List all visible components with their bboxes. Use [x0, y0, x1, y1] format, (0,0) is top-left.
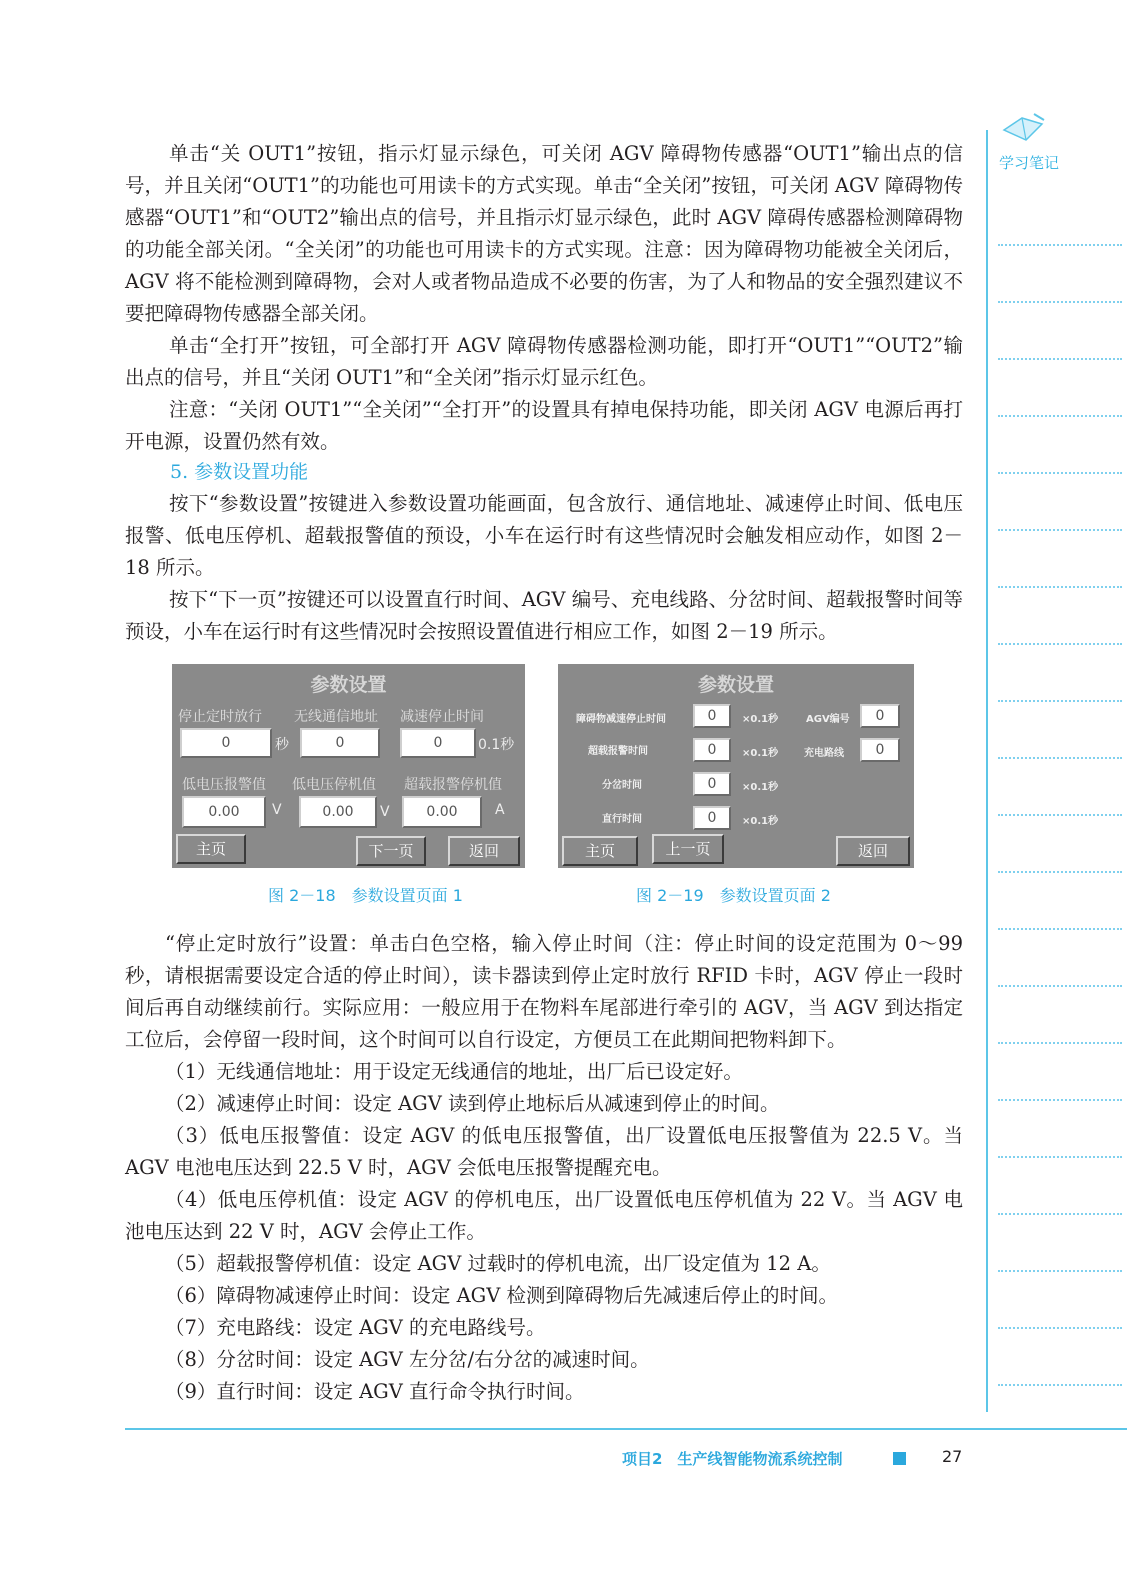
home-button[interactable]: 主页 [176, 834, 246, 864]
note-line [998, 1042, 1122, 1044]
label-fork-time: 分岔时间 [602, 780, 642, 791]
note-line [998, 415, 1122, 417]
paragraph-note: 注意：“关闭 OUT1”“全关闭”“全打开”的设置具有掉电保持功能，即关闭 AGV 电源后再打开电源，设置仍然有效。 [125, 398, 963, 453]
panel-title: 参数设置 [697, 674, 774, 696]
input-agv-number[interactable]: 0 [860, 704, 900, 728]
param-panel-2 [558, 664, 914, 868]
label-overload-stop: 超载报警停机值 [404, 777, 502, 793]
input-decel-stop-time[interactable]: 0 [400, 728, 476, 758]
home-button[interactable]: 主页 [562, 836, 638, 866]
input-obstacle-decel-time[interactable]: 0 [693, 704, 731, 728]
paragraph-param-setup: 按下“参数设置”按键进入参数设置功能画面，包含放行、通信地址、减速停止时间、低电压报警、低电压停机、超载报警值的预设，小车在运行时有这些情况时会触发相应动作，如图 2－18 所示。 [125, 492, 963, 579]
note-line [998, 1099, 1122, 1101]
list-item: （5）超载报警停机值：设定 AGV 过载时的停机电流，出厂设定值为 12 A。 [165, 1252, 831, 1275]
label-low-voltage-alarm: 低电压报警值 [182, 777, 266, 793]
note-line [998, 700, 1122, 702]
note-line [998, 1327, 1122, 1329]
section-heading: 5. 参数设置功能 [170, 461, 309, 483]
label-charging-route: 充电路线 [804, 748, 844, 759]
label-stop-release: 停止定时放行 [178, 709, 262, 725]
figure-caption-1: 图 2－18 参数设置页面 1 [268, 886, 463, 905]
label-obstacle-decel-time: 障碍物减速停止时间 [576, 714, 666, 725]
input-stop-release[interactable]: 0 [180, 728, 272, 758]
notebook-icon [1000, 110, 1046, 146]
back-button[interactable]: 返回 [836, 836, 910, 866]
note-line [998, 757, 1122, 759]
unit-tenth-seconds: ×0.1秒 [742, 748, 779, 759]
input-low-voltage-stop[interactable]: 0.00 [299, 796, 377, 828]
footer-chapter-title: 项目2 生产线智能物流系统控制 [622, 1450, 843, 1468]
note-line [998, 643, 1122, 645]
unit-volt: V [272, 802, 282, 818]
list-item: （3）低电压报警值：设定 AGV 的低电压报警值，出厂设置低电压报警值为 22.5 V。当 AGV 电池电压达到 22.5 V 时，AGV 会低电压报警提醒充电。 [125, 1124, 963, 1179]
label-agv-number: AGV编号 [806, 714, 850, 725]
parameter-list [125, 1056, 963, 1408]
input-charging-route[interactable]: 0 [860, 738, 900, 762]
paragraph-open-all: 单击“全打开”按钮，可全部打开 AGV 障碍物传感器检测功能，即打开“OUT1”“OUT2”输出点的信号，并且“关闭 OUT1”和“全关闭”指示灯显示红色。 [125, 334, 963, 389]
figure-caption-2: 图 2－19 参数设置页面 2 [636, 886, 831, 905]
list-item: （2）减速停止时间：设定 AGV 读到停止地标后从减速到停止的时间。 [165, 1092, 780, 1115]
note-line [998, 472, 1122, 474]
note-line [998, 358, 1122, 360]
note-line [998, 244, 1122, 246]
note-line [998, 1384, 1122, 1386]
footer-rule [125, 1428, 1127, 1430]
note-line [998, 1213, 1122, 1215]
unit-tenth-seconds: ×0.1秒 [742, 782, 779, 793]
input-overload-alarm-time[interactable]: 0 [693, 738, 731, 762]
unit-tenth-seconds: 0.1秒 [478, 737, 515, 753]
notes-title: 学习笔记 [999, 154, 1060, 172]
label-decel-stop-time: 减速停止时间 [400, 709, 484, 725]
list-item: （9）直行时间：设定 AGV 直行命令执行时间。 [165, 1380, 585, 1403]
input-overload-stop[interactable]: 0.00 [402, 796, 482, 828]
list-item: （6）障碍物减速停止时间：设定 AGV 检测到障碍物后先减速后停止的时间。 [165, 1284, 839, 1307]
note-line [998, 1270, 1122, 1272]
note-line [998, 871, 1122, 873]
input-straight-time[interactable]: 0 [693, 806, 731, 830]
paragraph-out1: 单击“关 OUT1”按钮，指示灯显示绿色，可关闭 AGV 障碍物传感器“OUT1”输出点的信号，并且关闭“OUT1”的功能也可用读卡的方式实现。单击“全关闭”按钮，可关闭 AGV 障碍物传感器“OUT1”和“OUT2”输出点的信号，并且指示灯显示绿色，此时 AGV 障碍传感器检测障碍物的功能全部关闭。“全关闭”的功能也可用读卡的方式实现。注意：因为障碍物功能被全关闭后，AGV 将不能检测到障碍物，会对人或者物品造成不必要的伤害，为了人和物品的安全强烈建议不要把障碍物传感器全部关闭。 [125, 142, 963, 325]
input-wireless-address[interactable]: 0 [300, 728, 380, 758]
next-page-button[interactable]: 下一页 [356, 836, 426, 866]
paragraph-next-page: 按下“下一页”按键还可以设置直行时间、AGV 编号、充电线路、分岔时间、超载报警时间等预设，小车在运行时有这些情况时会按照设置值进行相应工作，如图 2－19 所示。 [125, 588, 963, 643]
unit-tenth-seconds: ×0.1秒 [742, 714, 779, 725]
label-low-voltage-stop: 低电压停机值 [292, 777, 376, 793]
note-line [998, 301, 1122, 303]
unit-volt: V [380, 804, 390, 820]
note-line [998, 928, 1122, 930]
note-line [998, 814, 1122, 816]
label-wireless-address: 无线通信地址 [294, 709, 378, 725]
page-number: 27 [942, 1447, 963, 1466]
unit-seconds: 秒 [275, 737, 289, 753]
input-fork-time[interactable]: 0 [693, 772, 731, 796]
list-item: （4）低电压停机值：设定 AGV 的停机电压，出厂设置低电压停机值为 22 V。当 AGV 电池电压达到 22 V 时，AGV 会停止工作。 [125, 1188, 963, 1243]
back-button[interactable]: 返回 [448, 836, 520, 866]
note-line [998, 529, 1122, 531]
unit-tenth-seconds: ×0.1秒 [742, 816, 779, 827]
list-item: （8）分岔时间：设定 AGV 左分岔/右分岔的减速时间。 [165, 1348, 650, 1371]
note-line [998, 985, 1122, 987]
paragraph-stop-release: “停止定时放行”设置：单击白色空格，输入停止时间（注：停止时间的设定范围为 0～99 秒，请根据需要设定合适的停止时间），读卡器读到停止定时放行 RFID 卡时，AGV 停止一段时间后再自动继续前行。实际应用：一般应用于在物料车尾部进行牵引的 AGV，当 AGV 到达指定工位后，会停留一段时间，这个时间可以自行设定，方便员工在此期间把物料卸下。 [125, 932, 963, 1051]
input-low-voltage-alarm[interactable]: 0.00 [182, 796, 266, 828]
label-overload-alarm-time: 超载报警时间 [588, 746, 648, 757]
param-panel-1 [172, 664, 525, 868]
note-line [998, 1156, 1122, 1158]
footer-square-icon [893, 1452, 906, 1465]
note-line [998, 586, 1122, 588]
notes-border [986, 130, 988, 1412]
label-straight-time: 直行时间 [602, 814, 642, 825]
list-item: （7）充电路线：设定 AGV 的充电路线号。 [165, 1316, 546, 1339]
list-item: （1）无线通信地址：用于设定无线通信的地址，出厂后已设定好。 [165, 1060, 743, 1083]
prev-page-button[interactable]: 上一页 [652, 834, 724, 864]
unit-amp: A [495, 802, 505, 818]
panel-title: 参数设置 [310, 674, 387, 696]
